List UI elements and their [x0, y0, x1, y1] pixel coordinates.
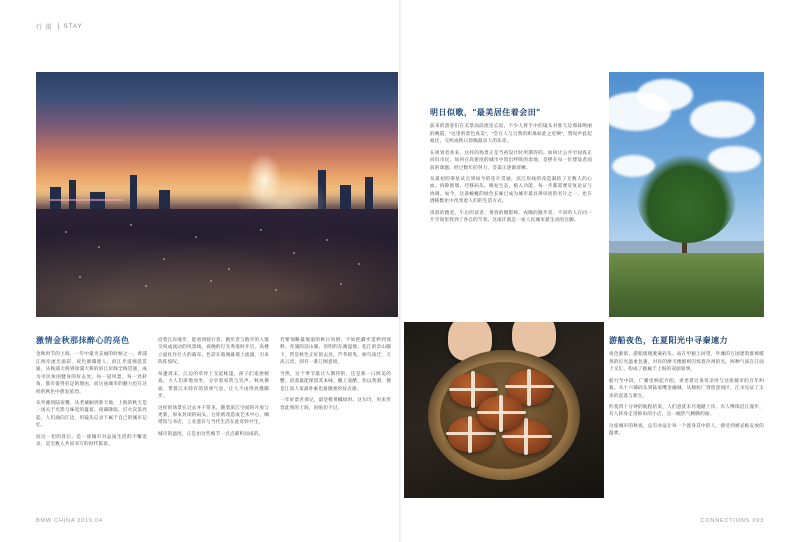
lawn [609, 253, 764, 317]
cloud [690, 101, 755, 138]
basket-inner [440, 362, 568, 469]
paragraph: 前来的游客们在美景面前流连忘返，不少人将手中的镜头对准天边那抹绚丽的晚霞，"这里的景色真美"，"会在人与自然的距离如此之近啊"，赞叹声此起彼伏，交织成秋日傍晚最动人的乐章。 [430, 123, 592, 144]
right-bottom-column [609, 336, 764, 441]
folio-left: BMW CHINA 2019.04 [36, 518, 103, 524]
paragraph: 船行至中段，广播里响起介绍，讲述着这条母亲河与这座城市的百年纠葛。从十六铺码头到陆家嘴金融城，从棉纺厂到创意园区，江水见证了太多的起落与新生。 [609, 377, 764, 398]
paragraph: 城市的温度，正是由这些细节一点点累积而成的。 [158, 430, 264, 436]
cloud [637, 79, 693, 111]
running-head [36, 22, 82, 31]
left-article-title: 激情金秋那抹醉心的亮色 [36, 336, 130, 345]
lone-tree-lawn-photo [609, 72, 764, 317]
paragraph: 若要领略最地道的秋日风情，不妨把脚步延伸到郊野。青浦的淀山湖、崇明的东滩湿地、松江的佘山脚下，皆是秋色正好的去处。芦苇摇曳，候鸟南迁，天高云淡，别有一番辽阔意境。 [280, 337, 391, 365]
building-silhouette [365, 177, 372, 209]
crowd-area [36, 209, 398, 317]
paragraph: 一年好景君须记，最是橙黄橘绿时。这句诗，用来形容此刻的上海，再贴切不过。 [280, 397, 391, 410]
bamboo-basket [428, 350, 580, 480]
paragraph: 这样的场景在过去并不常见。随着滨江空间的开放与更新，原本封闭的码头、仓库被改造成艺术中心、咖啡馆与书店，工业遗存与当代生活在此奇妙共生。 [158, 404, 269, 425]
paragraph: 从外滩到陆家嘴，从老城厢到新天地，上海的秋天是一场关于光影与味觉的盛宴。夜幕降临，灯火次第亮起，人们涌向江边，用镜头记录下属于自己的城市记忆。 [36, 400, 147, 428]
left-column-3 [280, 336, 391, 415]
running-head-subcategory: STAY [63, 23, 83, 30]
paragraph: 夜色渐浓，游船缓缓驶离码头。站在甲板上回望，外滩的万国建筑群被暖黄的灯光温柔包裹，对岸的摩天楼群则闪烁着冷冽的光。两种气质在江面上交汇，构成了独属于上海的双面叙事。 [609, 351, 764, 372]
building-silhouette [130, 175, 137, 209]
paragraph: 从最初的零星试点到如今的连片贯通，滨江岸线的改造凝结了无数人的心血。拆除围墙、迁移码头、修复生态、植入功能，每一步都需要反复论证与协调。如今，这条蜿蜒的绿色长廊已成为城市最具辨识度的名片之一，也在潜移默化中改变着人们的生活方式。 [430, 176, 592, 204]
paragraph: 每逢周末，江边的草坪上支起帐篷，孩子们追逐嬉戏，大人们席地而坐，分享着家常与笑声。秋风拂面，带着江水特有的清冽气息，让人不由得放慢脚步。 [158, 370, 269, 399]
folio-right: CONNECTIONS 093 [700, 518, 764, 524]
crab [478, 396, 524, 430]
building-silhouette [69, 180, 76, 209]
running-head-divider [58, 23, 59, 30]
page-gutter [399, 0, 401, 542]
illuminated-sculpture [246, 153, 282, 207]
running-head-category: 行 摄 [36, 25, 53, 31]
building-silhouette [50, 187, 61, 209]
paragraph: 沿着江岸漫步，能看到骑行者、跑步者与散步的人群交织成流动的风景线。夜晚的灯光秀准时开启，高楼立面化作巨大的幕布，色彩在玻璃幕墙上流淌，引来阵阵惊叹。 [158, 337, 269, 365]
paragraph: 当然，这个季节最让人期待的，还是那一口鲜美的蟹。清蒸最能保留其本味，蘸上姜醋，佐以黄酒，便是江南人家最朴素也最隆重的仪式感。 [280, 370, 391, 391]
paragraph: 这座城市的秋夜，总有办法让每一个置身其中的人，感受到被妥帖安放的温柔。 [609, 422, 764, 436]
light-strip [50, 199, 122, 201]
right-top-article-title: 明日似歌，"最美居住着会田" [430, 108, 541, 117]
left-column-2 [158, 336, 269, 441]
tree-canopy [637, 155, 736, 243]
paragraph: 而这一切的背后，是一座城市对品质生活的不懈追求，是无数人共同书写的时代篇章。 [36, 433, 147, 447]
night-festival-waterfront-photo [36, 72, 398, 317]
steamed-hairy-crabs-basket-photo [404, 322, 604, 498]
right-bottom-article-title: 游船夜色，在夏阳光中寻秦速力 [609, 336, 728, 345]
paragraph: 约莫四十分钟的航程结束，人们意犹未尽地踏上岸。有人继续沿江漫步，有人转身走进街角的小店，点一碗热气腾腾的面。 [609, 404, 764, 417]
paragraph: 金秋时节的上海，一年中最为美丽的时候之一。黄浦江两岸流光溢彩，夜色璀璨迷人，滨江步道绵延贯通，从杨浦大桥到徐浦大桥的滨江岸线全线贯通，成为市民休闲健身的好去处。每一道风景，每一处转角，都有值得驻足的理由，而这座城市的魅力也在这样的秋色中愈发浓烈。 [36, 351, 147, 394]
paragraph: 在规划者看来，这样的场景正是当初设计时所期待的。如何让公共空间真正回归市民，如何在高密度的城市中留出呼吸的余地，是摆在每一位建设者面前的课题。经过数年的努力，答案正逐渐清晰。 [430, 149, 592, 170]
paragraph: 清晨的跑者、午后的读者、黄昏的摄影师、夜晚的散步者，不同的人在同一片空间里找到了各自的节奏。这或许就是一座人民城市最生动的注脚。 [430, 209, 592, 223]
building-silhouette [340, 185, 351, 210]
left-column-1 [36, 336, 147, 452]
right-top-column [430, 108, 592, 228]
building-silhouette [159, 190, 170, 210]
